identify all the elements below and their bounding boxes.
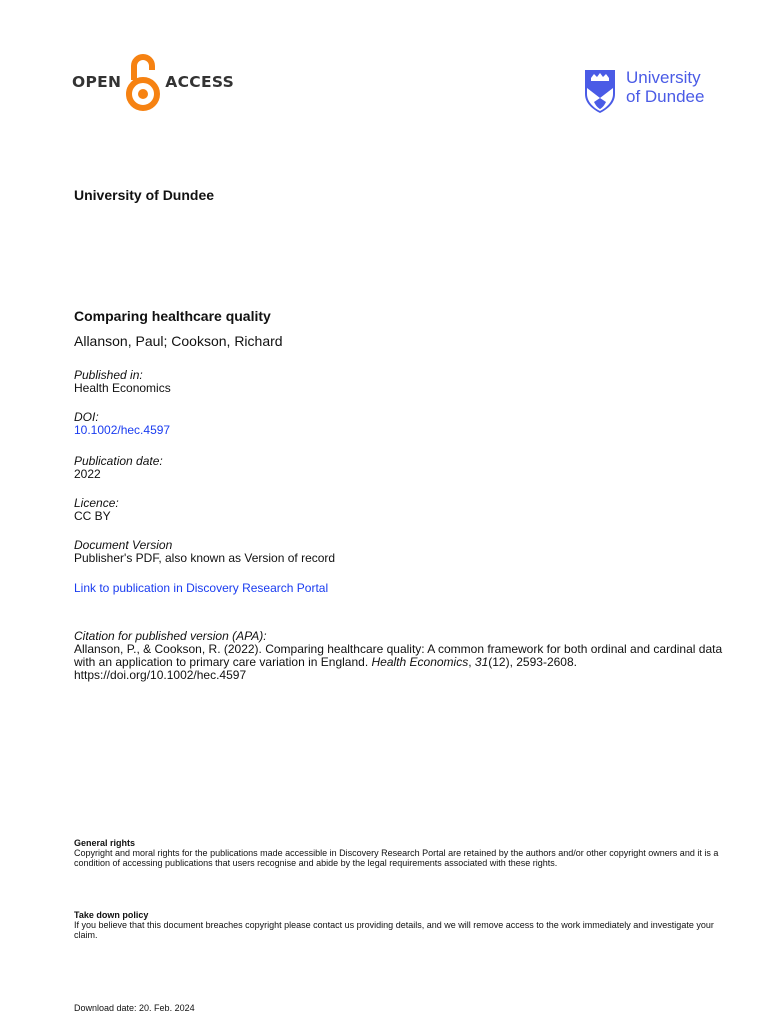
open-access-logo-left: OPEN	[72, 73, 122, 91]
institution-heading: University of Dundee	[74, 187, 215, 203]
citation-journal: Health Economics	[371, 655, 469, 669]
takedown-heading: Take down policy	[74, 910, 149, 920]
open-access-logo	[72, 50, 234, 114]
licence-label: Licence:	[74, 496, 119, 510]
university-logo-line2: of Dundee	[626, 87, 705, 106]
citation-volume: 31	[474, 655, 489, 669]
citation-url[interactable]: https://doi.org/10.1002/hec.4597	[74, 668, 247, 682]
doi-link[interactable]: 10.1002/hec.4597	[74, 423, 171, 437]
takedown-section	[74, 910, 724, 940]
published-in-field	[74, 369, 171, 395]
university-logo-line1: University	[626, 68, 701, 87]
doi-field	[74, 411, 170, 437]
general-rights-heading: General rights	[74, 838, 136, 848]
publication-date-value: 2022	[74, 467, 101, 481]
citation-label: Citation for published version (APA):	[74, 629, 267, 643]
publication-authors: Allanson, Paul; Cookson, Richard	[74, 333, 283, 349]
publication-title: Comparing healthcare quality	[74, 308, 271, 324]
licence-value: CC BY	[74, 509, 111, 523]
citation-block	[74, 630, 724, 682]
download-date: Download date: 20. Feb. 2024	[74, 1003, 195, 1013]
open-access-logo-right: ACCESS	[165, 73, 235, 91]
general-rights-section	[74, 838, 724, 868]
portal-link[interactable]: Link to publication in Discovery Research Portal	[74, 581, 329, 595]
publication-date-field	[74, 455, 163, 481]
citation-text: Allanson, P., & Cookson, R. (2022). Comparing healthcare quality: A common framework for both ordinal and cardinal data with an application to primary care variation in England.	[74, 642, 723, 669]
dundee-shield-icon	[584, 68, 616, 114]
document-version-label: Document Version	[74, 538, 173, 552]
general-rights-text: Copyright and moral rights for the publications made accessible in Discovery Research Portal are retained by the authors and/or other copyright owners and it is a condition of accessing publications that users recognise and abide by the legal requirements associated with these rights.	[74, 848, 719, 868]
citation-issue-pages: (12), 2593-2608.	[488, 655, 577, 669]
takedown-text: If you believe that this document breaches copyright please contact us providing details, and we will remove access to the work immediately and investigate your claim.	[74, 920, 714, 940]
publication-date-label: Publication date:	[74, 454, 163, 468]
doi-label: DOI:	[74, 410, 99, 424]
university-of-dundee-logo	[584, 68, 704, 114]
citation-separator: ,	[468, 655, 475, 669]
published-in-value: Health Economics	[74, 381, 171, 395]
document-version-field	[74, 539, 335, 565]
document-version-value: Publisher's PDF, also known as Version of record	[74, 551, 336, 565]
licence-field	[74, 497, 119, 523]
open-lock-icon	[125, 50, 161, 114]
published-in-label: Published in:	[74, 368, 143, 382]
